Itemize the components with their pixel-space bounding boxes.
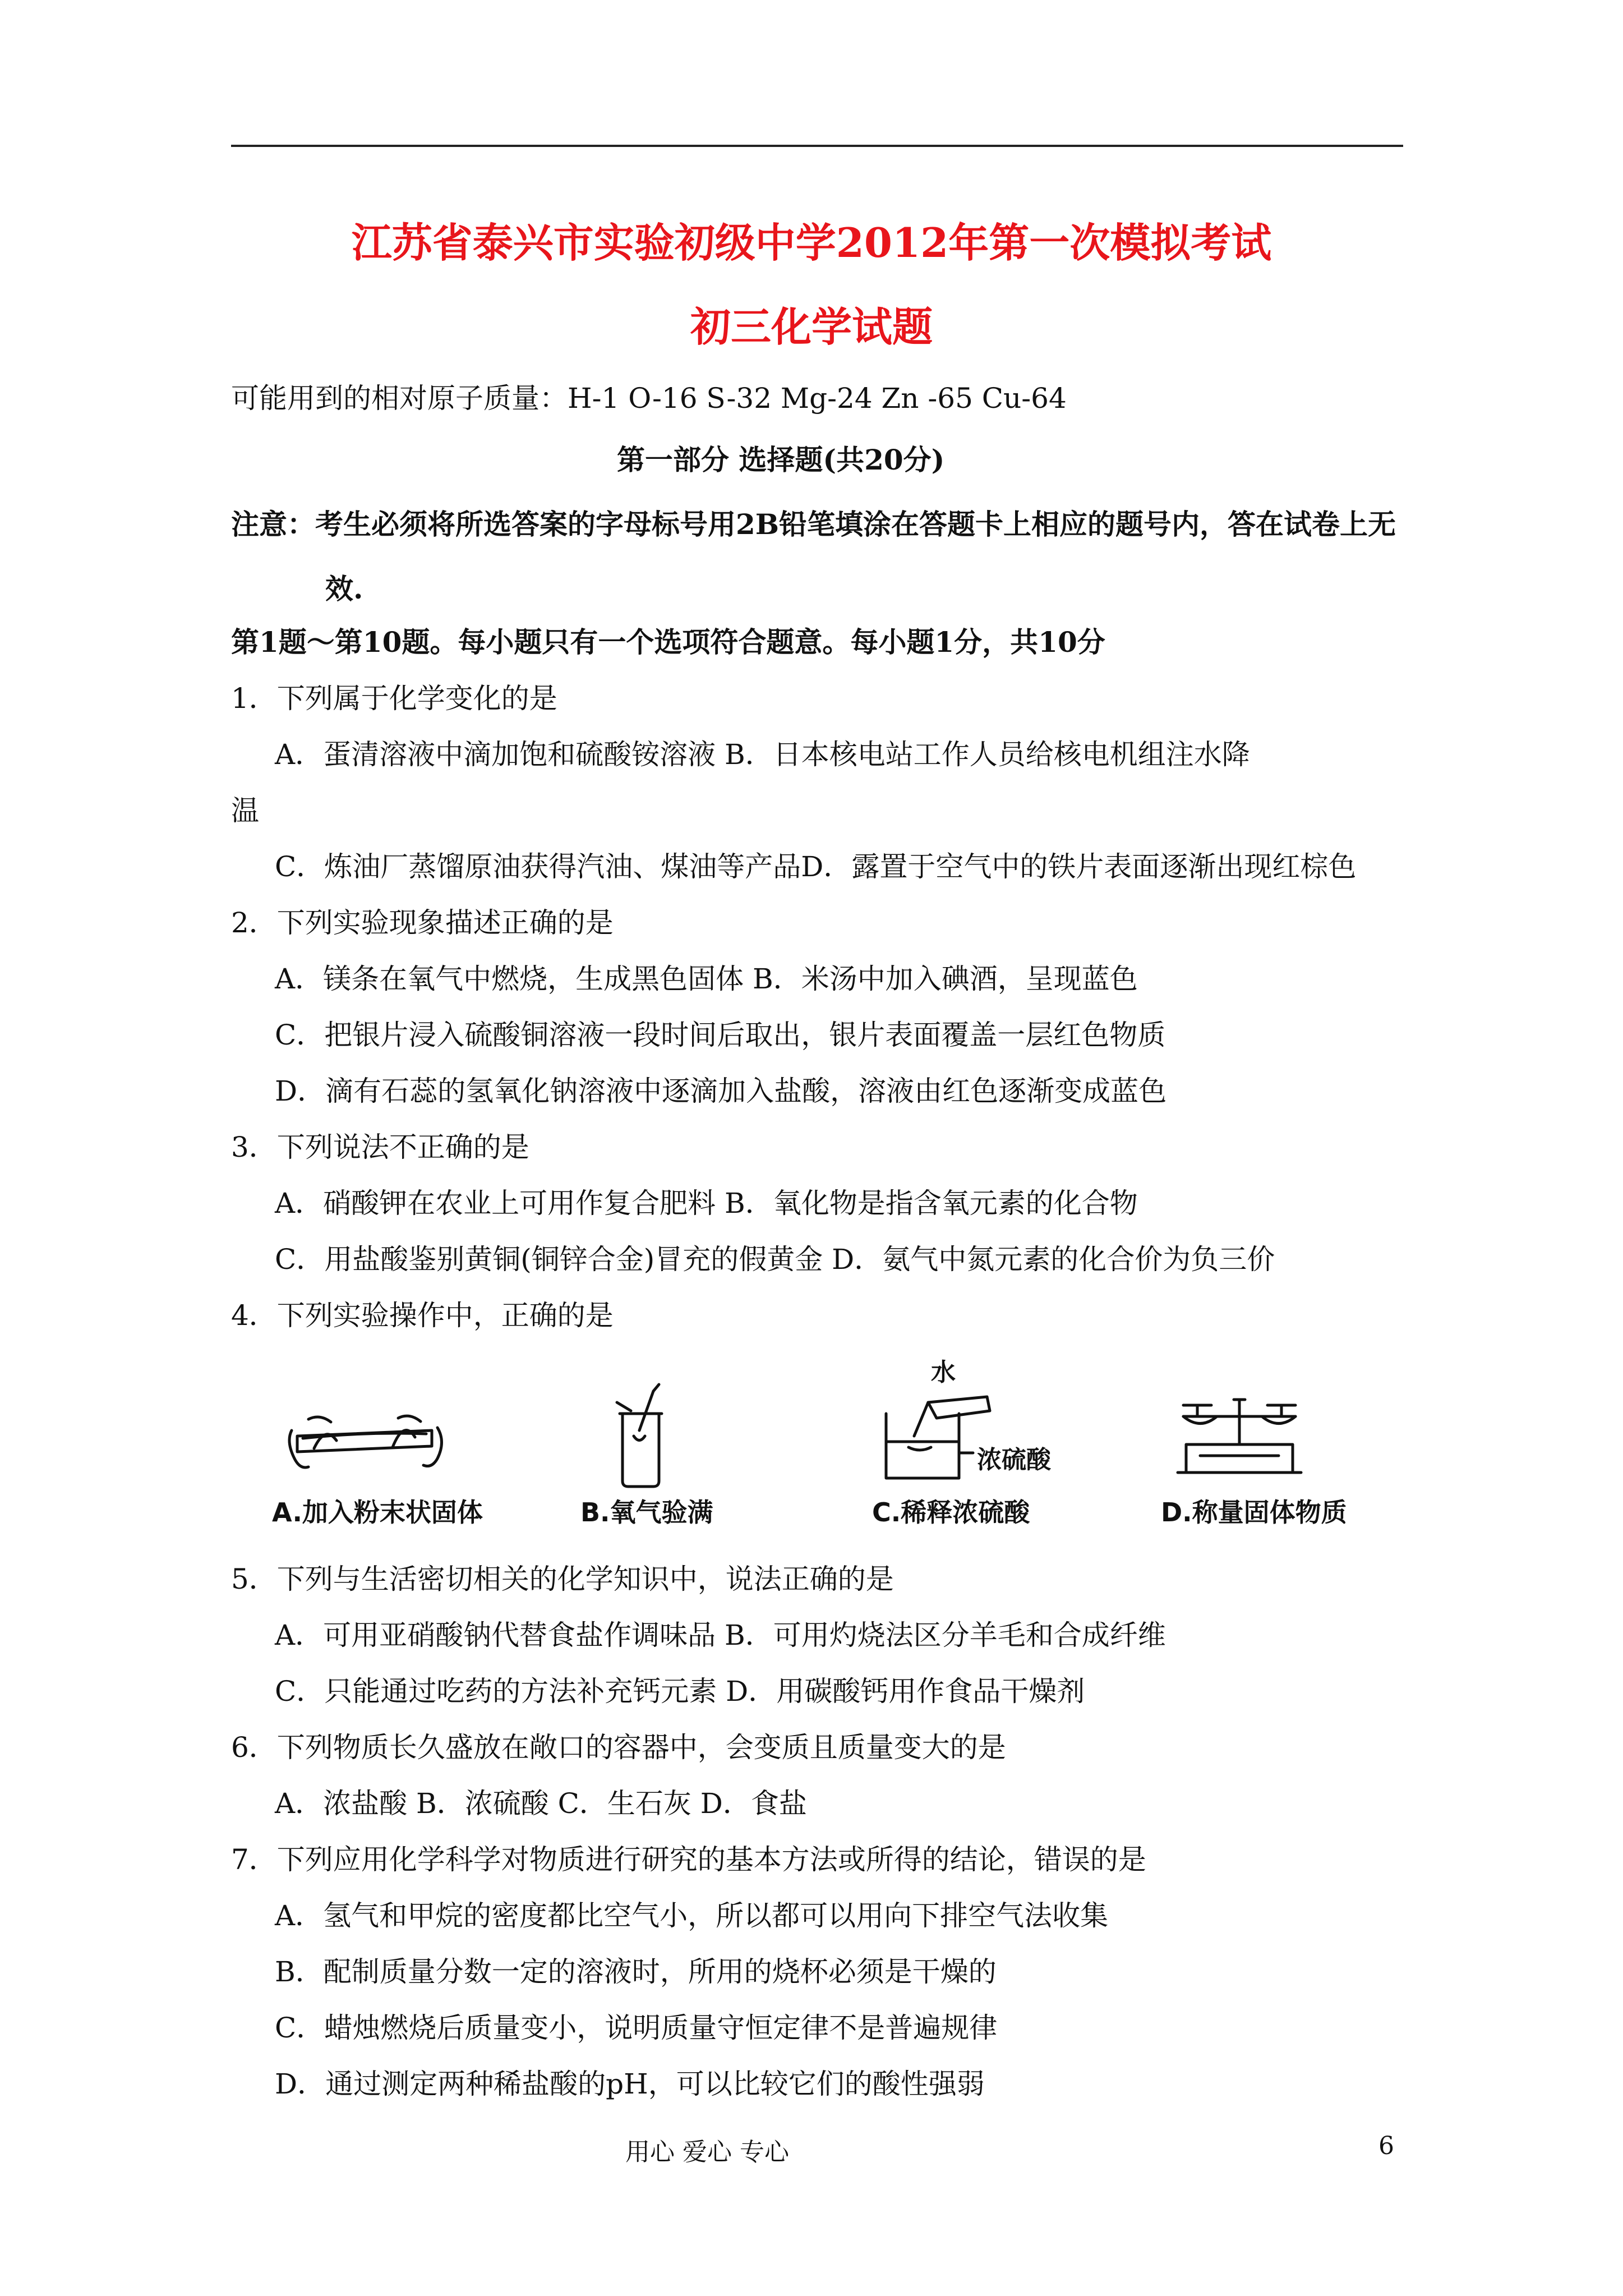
question-5-option-line: C．只能通过吃药的方法补充钙元素 D．用碳酸钙用作食品干燥剂	[275, 1675, 1085, 1708]
question-7-stem: 7．下列应用化学科学对物质进行研究的基本方法或所得的结论，错误的是	[231, 1843, 1146, 1876]
figure-d-balance	[1166, 1377, 1312, 1484]
atomic-masses: 可能用到的相对原子质量：H-1 O-16 S-32 Mg-24 Zn -65 Cu-64	[231, 382, 1067, 415]
question-1-option-line: A．蛋清溶液中滴加饱和硫酸铵溶液 B．日本核电站工作人员给核电机组注水降	[275, 738, 1250, 771]
notice-line-2: 效.	[325, 572, 363, 605]
figure-a-caption: A.加入粉末状固体	[272, 1497, 483, 1527]
footer-motto: 用心 爱心 专心	[625, 2138, 789, 2166]
exam-title: 江苏省泰兴市实验初级中学2012年第一次模拟考试	[351, 219, 1272, 266]
figure-c-acid-label: 浓硫酸	[977, 1446, 1051, 1474]
question-3-option-line: A．硝酸钾在农业上可用作复合肥料 B．氧化物是指含氧元素的化合物	[275, 1187, 1138, 1220]
question-4-stem: 4．下列实验操作中，正确的是	[231, 1299, 614, 1332]
figure-c-caption: C.稀释浓硫酸	[872, 1497, 1030, 1527]
question-2-option-line: A．镁条在氧气中燃烧，生成黑色固体 B．米汤中加入碘酒，呈现蓝色	[275, 963, 1138, 995]
figure-b-caption: B.氧气验满	[580, 1497, 713, 1527]
figure-b-oxygen-test	[600, 1380, 679, 1492]
question-1-stem: 1．下列属于化学变化的是	[231, 682, 557, 715]
question-2-stem: 2．下列实验现象描述正确的是	[231, 907, 614, 939]
section-intro: 第1题～第10题。每小题只有一个选项符合题意。每小题1分，共10分	[231, 625, 1105, 659]
part-heading: 第一部分 选择题(共20分)	[617, 443, 945, 476]
question-5-option-line: A．可用亚硝酸钠代替食盐作调味品 B．可用灼烧法区分羊毛和合成纤维	[275, 1619, 1166, 1651]
question-3-option-line: C．用盐酸鉴别黄铜(铜锌合金)冒充的假黄金 D．氨气中氮元素的化合价为负三价	[275, 1243, 1275, 1276]
question-3-stem: 3．下列说法不正确的是	[231, 1131, 529, 1163]
exam-subtitle: 初三化学试题	[690, 303, 933, 351]
question-7-option-line: B．配制质量分数一定的溶液时，所用的烧杯必须是干燥的	[275, 1955, 997, 1988]
question-2-option-line: C．把银片浸入硫酸铜溶液一段时间后取出，银片表面覆盖一层红色物质	[275, 1019, 1166, 1051]
question-5-stem: 5．下列与生活密切相关的化学知识中，说法正确的是	[231, 1563, 894, 1595]
question-7-option-line: D．通过测定两种稀盐酸的pH，可以比较它们的酸性强弱	[275, 2068, 985, 2100]
figure-a-powder-addition	[280, 1397, 449, 1475]
question-6-option-line: A．浓盐酸 B．浓硫酸 C．生石灰 D．食盐	[275, 1787, 807, 1820]
figure-d-caption: D.称量固体物质	[1161, 1497, 1347, 1527]
question-7-option-line: A．氢气和甲烷的密度都比空气小，所以都可以用向下排空气法收集	[275, 1899, 1109, 1932]
question-1-option-line: C．炼油厂蒸馏原油获得汽油、煤油等产品D．露置于空气中的铁片表面逐渐出现红棕色	[275, 850, 1357, 883]
question-2-option-line: D．滴有石蕊的氢氧化钠溶液中逐滴加入盐酸，溶液由红色逐渐变成蓝色	[275, 1075, 1167, 1107]
figure-c-water-label: 水	[931, 1358, 956, 1387]
question-7-option-line: C．蜡烛燃烧后质量变小，说明质量守恒定律不是普遍规律	[275, 2012, 998, 2044]
page-number: 6	[1378, 2132, 1394, 2160]
question-1-option-line: 温	[231, 794, 259, 827]
header-rule	[231, 145, 1403, 147]
notice-line-1: 注意：考生必须将所选答案的字母标号用2B铅笔填涂在答题卡上相应的题号内，答在试卷上无	[231, 508, 1396, 541]
question-6-stem: 6．下列物质长久盛放在敞口的容器中，会变质且质量变大的是	[231, 1731, 1006, 1764]
